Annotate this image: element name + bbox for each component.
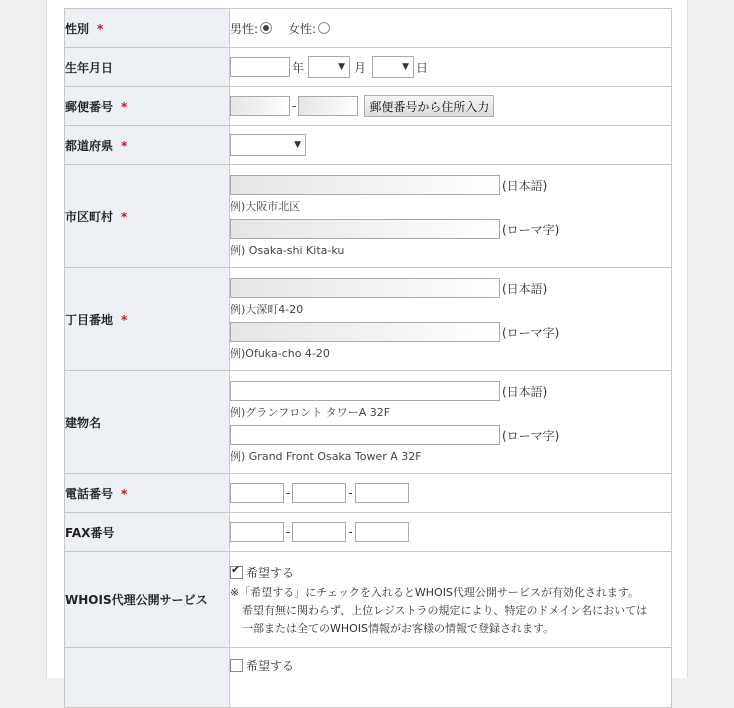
fax-separator: - xyxy=(286,525,291,539)
required-mark: * xyxy=(97,21,104,36)
street-field xyxy=(230,268,672,371)
birth-month-select[interactable] xyxy=(308,56,350,78)
street-roman-hint: 例)Ofuka-cho 4-20 xyxy=(230,347,330,360)
row-prefecture xyxy=(65,126,672,165)
street-ja-suffix: (日本語) xyxy=(502,281,548,296)
next-option-checkbox-label: 希望する xyxy=(246,658,295,673)
required-mark: * xyxy=(121,138,128,153)
postal-lookup-button[interactable]: 郵便番号から住所入力 xyxy=(364,95,494,117)
phone-part1-input[interactable] xyxy=(230,483,284,503)
birthdate-field xyxy=(230,48,672,87)
registration-form xyxy=(64,8,672,708)
row-building xyxy=(65,371,672,474)
fax-field xyxy=(230,513,672,552)
building-field xyxy=(230,371,672,474)
phone-part3-input[interactable] xyxy=(355,483,409,503)
gender-field xyxy=(230,9,672,48)
city-ja-hint: 例)大阪市北区 xyxy=(230,200,301,213)
birth-year-input[interactable] xyxy=(230,57,290,77)
city-roman-hint: 例) Osaka-shi Kita-ku xyxy=(230,244,345,257)
whois-note-line3: 一部または全てのWHOIS情報がお客様の情報で登録されます。 xyxy=(242,621,555,635)
building-ja-input[interactable] xyxy=(230,381,500,401)
prefecture-label: 都道府県 * xyxy=(65,126,230,165)
whois-proxy-field xyxy=(230,552,672,648)
whois-proxy-label: WHOIS代理公開サービス xyxy=(65,552,230,648)
building-roman-suffix: (ローマ字) xyxy=(502,428,560,443)
required-mark: * xyxy=(121,312,128,327)
row-phone xyxy=(65,474,672,513)
building-label: 建物名 xyxy=(65,371,230,474)
city-roman-suffix: (ローマ字) xyxy=(502,222,560,237)
row-whois-proxy xyxy=(65,552,672,648)
whois-note-line2: 希望有無に関わらず、上位レジストラの規定により、特定のドメイン名においては xyxy=(242,603,648,617)
gender-male-label: 男性: xyxy=(230,21,259,36)
fax-part2-input[interactable] xyxy=(292,522,346,542)
phone-part2-input[interactable] xyxy=(292,483,346,503)
city-ja-suffix: (日本語) xyxy=(502,178,548,193)
gender-female-label: 女性: xyxy=(288,21,317,36)
building-roman-hint: 例) Grand Front Osaka Tower A 32F xyxy=(230,450,422,463)
row-street xyxy=(65,268,672,371)
gender-female-radio[interactable] xyxy=(318,22,330,34)
prefecture-select[interactable] xyxy=(230,134,306,156)
prefecture-field xyxy=(230,126,672,165)
row-postal xyxy=(65,87,672,126)
month-unit: 月 xyxy=(354,60,367,75)
fax-label: FAX番号 xyxy=(65,513,230,552)
city-label: 市区町村 * xyxy=(65,165,230,268)
fax-part3-input[interactable] xyxy=(355,522,409,542)
building-ja-suffix: (日本語) xyxy=(502,384,548,399)
year-unit: 年 xyxy=(292,60,305,75)
building-roman-input[interactable] xyxy=(230,425,500,445)
phone-label: 電話番号 * xyxy=(65,474,230,513)
phone-field xyxy=(230,474,672,513)
birth-day-select[interactable] xyxy=(372,56,414,78)
next-option-checkbox[interactable] xyxy=(230,659,243,672)
required-mark: * xyxy=(121,99,128,114)
street-roman-suffix: (ローマ字) xyxy=(502,325,560,340)
gender-label: 性別 * xyxy=(65,9,230,48)
street-roman-input[interactable] xyxy=(230,322,500,342)
street-ja-input[interactable] xyxy=(230,278,500,298)
postal-label: 郵便番号 * xyxy=(65,87,230,126)
street-ja-hint: 例)大深町4-20 xyxy=(230,303,304,316)
gender-male-radio[interactable] xyxy=(260,22,272,34)
postal-code-first-input[interactable] xyxy=(230,96,290,116)
required-mark: * xyxy=(121,209,128,224)
postal-separator: - xyxy=(292,99,297,113)
whois-proxy-checkbox-label: 希望する xyxy=(246,566,295,580)
row-fax xyxy=(65,513,672,552)
chevron-down-icon: ▼ xyxy=(402,62,410,72)
phone-separator: - xyxy=(286,486,291,500)
whois-proxy-checkbox[interactable] xyxy=(230,566,243,579)
required-mark: * xyxy=(121,486,128,501)
chevron-down-icon: ▼ xyxy=(338,62,346,72)
city-ja-input[interactable] xyxy=(230,175,500,195)
row-gender xyxy=(65,9,672,48)
street-label: 丁目番地 * xyxy=(65,268,230,371)
fax-part1-input[interactable] xyxy=(230,522,284,542)
fax-separator: - xyxy=(348,525,353,539)
city-field xyxy=(230,165,672,268)
postal-field xyxy=(230,87,672,126)
building-ja-hint: 例)グランフロント タワーA 32F xyxy=(230,406,391,419)
city-roman-input[interactable] xyxy=(230,219,500,239)
day-unit: 日 xyxy=(416,60,429,75)
row-city xyxy=(65,165,672,268)
row-birthdate xyxy=(65,48,672,87)
phone-separator: - xyxy=(348,486,353,500)
whois-proxy-note xyxy=(230,584,671,638)
chevron-down-icon: ▼ xyxy=(294,140,301,150)
whois-note-line1: ※「希望する」にチェックを入れるとWHOIS代理公開サービスが有効化されます。 xyxy=(230,585,640,599)
postal-code-second-input[interactable] xyxy=(298,96,358,116)
birthdate-label: 生年月日 xyxy=(65,48,230,87)
